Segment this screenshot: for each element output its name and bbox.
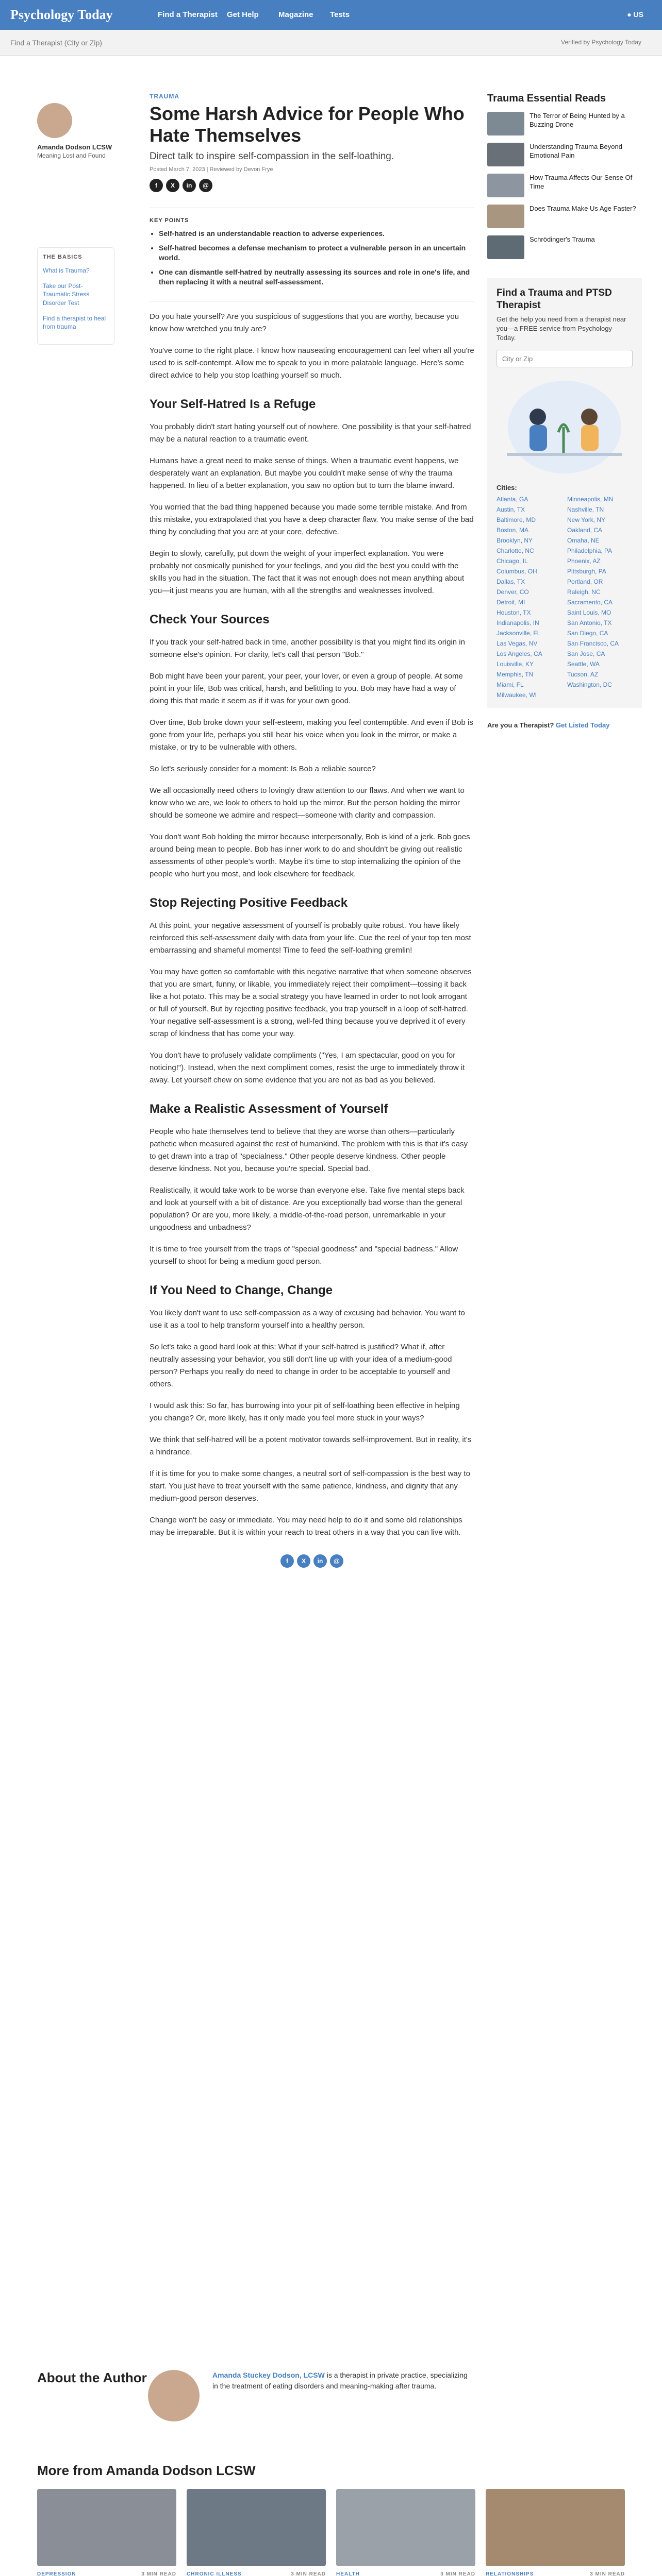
article-card[interactable]: [486, 2489, 625, 2576]
find-therapist-description: Get the help you need from a therapist near you—a FREE service from Psychology Today.: [496, 315, 626, 342]
author-name[interactable]: Amanda Dodson LCSW: [37, 143, 112, 151]
paragraph: You don't have to profusely validate compliments ("Yes, I am spectacular, good on you for noticing!"). Instead, when the next compliment comes, resist the urge to immediately throw it away. Let yourself chew on some evidence that you are not as bad as you believed.: [150, 1050, 465, 1084]
cities-label: Cities:: [496, 484, 517, 492]
top-nav: [0, 0, 662, 30]
article-category[interactable]: TRAUMA: [150, 93, 179, 100]
city-link[interactable]: Pittsburgh, PA: [567, 568, 606, 575]
bottom-section: [37, 2370, 625, 2576]
basics-box: [37, 247, 114, 345]
paragraph: You don't want Bob holding the mirror because interpersonally, Bob is kind of a jerk. Bob goes around being mean to people. Bob has inner work to do and shouldn't be giving out realistic assessments of other people's worth. Maybe it's time to stop internalizing the opinion of the people who hurt you most, and look elsewhere for feedback.: [150, 832, 470, 878]
paragraph: So let's seriously consider for a moment: Is Bob a reliable source?: [150, 764, 376, 773]
linkedin-icon[interactable]: in: [313, 1554, 327, 1568]
paragraph: Bob might have been your parent, your peer, your lover, or even a group of people. At some point in your life, Bob was critical, harsh, and belittling to you. Bob may have had a way of doing this that made it seem as if it was for your own good.: [150, 671, 463, 705]
article-card[interactable]: [336, 2489, 475, 2576]
city-link[interactable]: San Antonio, TX: [567, 619, 612, 627]
city-link[interactable]: Las Vegas, NV: [496, 640, 538, 648]
key-points: [150, 208, 474, 301]
card-meta: [336, 2571, 475, 2576]
city-link[interactable]: Oakland, CA: [567, 527, 603, 534]
about-author-title: About the Author: [37, 2370, 147, 2385]
city-link[interactable]: Philadelphia, PA: [567, 547, 613, 555]
card-category[interactable]: HEALTH: [336, 2571, 360, 2576]
city-link[interactable]: Columbus, OH: [496, 568, 537, 575]
city-link[interactable]: Baltimore, MD: [496, 516, 536, 524]
about-author-bio: Amanda Stuckey Dodson, LCSW is a therapist in private practice, specializing in the treatment of eating disorders and meaning-making after trauma.: [212, 2371, 468, 2390]
city-link[interactable]: Los Angeles, CA: [496, 650, 542, 658]
article: [150, 93, 474, 1568]
section-heading: If You Need to Change, Change: [150, 1283, 333, 1297]
city-link[interactable]: Tucson, AZ: [567, 671, 599, 679]
about-author: [37, 2370, 625, 2437]
therapy-illustration: [496, 376, 633, 479]
paragraph: So let's take a good hard look at this: What if your self-hatred is justified? What if, after neutrally assessing your behavior, you still don't line up with your idea of a medium-good person? Perhaps you really do need to change in order to be acceptable to yourself and others.: [150, 1342, 452, 1388]
get-listed-link[interactable]: Get Listed Today: [555, 721, 610, 730]
essential-reads-title: Trauma Essential Reads: [487, 93, 606, 104]
nav-find-therapist[interactable]: Find a Therapist: [158, 10, 218, 19]
paragraph: You probably didn't start hating yourself out of nowhere. One possibility is that your self-hatred may be a natural reaction to a traumatic event.: [150, 422, 471, 444]
city-link[interactable]: San Jose, CA: [567, 650, 605, 658]
essential-read-item[interactable]: How Trauma Affects Our Sense Of Time: [487, 174, 642, 197]
avatar[interactable]: [148, 2370, 200, 2421]
card-category[interactable]: CHRONIC ILLNESS: [187, 2571, 242, 2576]
basics-title: THE BASICS: [43, 254, 82, 260]
card-read-time: 3 MIN READ: [141, 2571, 176, 2576]
key-points-title: KEY POINTS: [150, 217, 189, 224]
basics-link-find-therapist[interactable]: Find a therapist to heal from trauma: [43, 314, 106, 330]
paragraph: If you track your self-hatred back in time, another possibility is that you might find its origin in someone else's opinion. For clarity, let's call that person "Bob.": [150, 637, 465, 659]
paragraph: Realistically, it would take work to be worse than everyone else. Take five mental steps back and look at yourself with a bit of distance. Are you exceptionally bad worse than the general population? Or are you, more likely, a middle-of-the-road person, unremarkable in your ungoodness and unbadness?: [150, 1185, 465, 1232]
card-image[interactable]: [336, 2489, 475, 2566]
paragraph: People who hate themselves tend to believe that they are worse than others—particularly pathetic when measured against the rest of humankind. The problem with this is that it's easy to get drawn into a trap of "specialness." Other people deserve kindness. Other people deserve kindness. Not you, because you're special. Special bad.: [150, 1127, 468, 1173]
paragraph: Over time, Bob broke down your self-esteem, making you feel contemptible. And even if Bob is gone from your life, perhaps you still hear his voice when you look in the mirror, or make a mistake, or try to be vulnerable with others.: [150, 718, 473, 752]
city-link[interactable]: Denver, CO: [496, 588, 529, 596]
city-link[interactable]: Memphis, TN: [496, 671, 534, 679]
city-link[interactable]: Austin, TX: [496, 506, 525, 514]
city-link[interactable]: Indianapolis, IN: [496, 619, 539, 627]
more-author-title: More from Amanda Dodson LCSW: [37, 2463, 256, 2478]
nav-get-help[interactable]: Get Help: [227, 10, 259, 19]
verified-badge: Verified by Psychology Today: [561, 39, 641, 46]
card-category[interactable]: DEPRESSION: [37, 2571, 76, 2576]
article-card[interactable]: [187, 2489, 326, 2576]
paragraph: You may have gotten so comfortable with this negative narrative that when someone observes that you are smart, funny, or likable, you immediately reject their compliment—tossing it back like a hot potato. This may be a social strategy you have learned in order to not look arrogant or full of yourself. But by rejecting positive feedback, you trap yourself in a loop of self-hatred. Your negative self-assessment is a strong, well-fed thing because you've deprived it of every scrap of kindness that has come your way.: [150, 967, 472, 1038]
paragraph: Humans have a great need to make sense of things. When a traumatic event happens, we desperately want an explanation. But maybe you couldn't make sense of why the trauma happened. In lieu of a better explanation, you saw no option but to turn the blame inward.: [150, 456, 459, 490]
paragraph: You worried that the bad thing happened because you made some terrible mistake. And from this mistake, you extrapolated that you have a deep character flaw. You make sense of the bad thing by concluding that you are at your core, defective.: [150, 502, 474, 536]
city-link[interactable]: Saint Louis, MO: [567, 609, 611, 617]
paragraph: Begin to slowly, carefully, put down the weight of your imperfect explanation. You were probably not cosmically punished for your feelings, and you did the best you could with the skills you had in the situation. The fact that it was not enough does not mean anything about you—it just means you are human, with all the strengths and weaknesses involved.: [150, 549, 465, 595]
article-card[interactable]: [37, 2489, 176, 2576]
thumbnail: [487, 205, 524, 228]
thumbnail: [487, 174, 524, 197]
card-meta: [486, 2571, 625, 2576]
city-link[interactable]: Miami, FL: [496, 681, 524, 689]
paragraph: We all occasionally need others to lovingly draw attention to our flaws. And when we want to know who we are, we look to others to hold up the mirror. But the person holding the mirror should be someone we admire and respect—someone with clarity and compassion.: [150, 786, 465, 820]
share-row-bottom: [150, 1554, 474, 1568]
intro-paragraph: Do you hate yourself? Are you suspicious of suggestions that you are worthy, because you know how wretched you truly are?: [150, 312, 459, 333]
city-link[interactable]: Detroit, MI: [496, 599, 525, 606]
city-link[interactable]: Portland, OR: [567, 578, 603, 586]
article-title: Some Harsh Advice for People Who Hate Themselves: [150, 103, 465, 146]
linkedin-icon[interactable]: in: [183, 179, 196, 192]
section-heading: Stop Rejecting Positive Feedback: [150, 895, 348, 910]
x-icon[interactable]: X: [166, 179, 179, 192]
city-link[interactable]: Charlotte, NC: [496, 547, 534, 555]
city-link[interactable]: Louisville, KY: [496, 660, 534, 668]
card-read-time: 3 MIN READ: [440, 2571, 475, 2576]
city-link[interactable]: Chicago, IL: [496, 557, 528, 565]
right-sidebar: [487, 93, 642, 729]
basics-link-what-is-trauma[interactable]: What is Trauma?: [43, 267, 90, 274]
card-image[interactable]: [187, 2489, 326, 2566]
city-link[interactable]: Phoenix, AZ: [567, 557, 601, 565]
site-logo[interactable]: Psychology Today: [10, 7, 113, 22]
thumbnail: [487, 235, 524, 259]
card-image[interactable]: [486, 2489, 625, 2566]
card-meta: [187, 2571, 326, 2576]
key-point: • Self-hatred is an understandable reaction to adverse experiences.: [159, 229, 474, 239]
author-card: [37, 103, 114, 160]
article-meta: Posted March 7, 2023 | Reviewed by Devon Frye: [150, 166, 273, 173]
city-link[interactable]: Milwaukee, WI: [496, 691, 537, 699]
author-role[interactable]: Meaning Lost and Found: [37, 151, 106, 159]
avatar[interactable]: [37, 103, 72, 138]
city-link[interactable]: Jacksonville, FL: [496, 630, 541, 637]
section-heading: Check Your Sources: [150, 612, 270, 626]
paragraph: If it is time for you to make some changes, a neutral sort of self-compassion is the best way to start. You just have to treat yourself with the same patience, kindness, and dignity that any medium-good person deserves.: [150, 1469, 470, 1503]
essential-read-item[interactable]: Understanding Trauma Beyond Emotional Pain: [487, 143, 642, 166]
thumbnail: [487, 112, 524, 135]
key-point: • Self-hatred becomes a defense mechanism to protect a vulnerable person in an uncertain world.: [159, 243, 474, 263]
card-read-time: 3 MIN READ: [291, 2571, 326, 2576]
paragraph: Change won't be easy or immediate. You may need help to do it and some old relationships may be irreparable. But it is within your reach to treat others in a way that you can live with.: [150, 1515, 462, 1537]
facebook-icon[interactable]: f: [280, 1554, 294, 1568]
city-link[interactable]: Raleigh, NC: [567, 588, 601, 596]
city-link[interactable]: Houston, TX: [496, 609, 531, 617]
thumbnail: [487, 143, 524, 166]
globe-icon: ●: [627, 10, 634, 19]
article-subtitle: Direct talk to inspire self-compassion in the self-loathing.: [150, 150, 394, 162]
therapist-search-input[interactable]: [10, 36, 165, 49]
card-read-time: 3 MIN READ: [590, 2571, 625, 2576]
essential-read-item[interactable]: Does Trauma Make Us Age Faster?: [487, 205, 642, 228]
city-link[interactable]: Atlanta, GA: [496, 496, 528, 503]
city-link[interactable]: Omaha, NE: [567, 537, 600, 545]
therapist-search-bar: [0, 30, 662, 56]
city-link[interactable]: Dallas, TX: [496, 578, 525, 586]
basics-link-ptsd-test[interactable]: Take our Post-Traumatic Stress Disorder Test: [43, 282, 90, 307]
about-author-name[interactable]: Amanda Stuckey Dodson, LCSW: [212, 2371, 325, 2379]
city-link[interactable]: San Diego, CA: [567, 630, 608, 637]
find-therapist-title: Find a Trauma and PTSD Therapist: [496, 287, 612, 311]
more-author-cards: [37, 2489, 625, 2576]
paragraph: I would ask this: So far, has burrowing into your pit of self-loathing been effective in helping you change? Or, more likely, has it only made you feel more stuck in your ways?: [150, 1401, 460, 1422]
card-image[interactable]: [37, 2489, 176, 2566]
section-heading: Make a Realistic Assessment of Yourself: [150, 1101, 388, 1116]
paragraph: It is time to free yourself from the traps of "special goodness" and "special badness." Allow yourself to shoot for being a medium good person.: [150, 1244, 458, 1266]
email-icon[interactable]: @: [199, 179, 212, 192]
city-link[interactable]: Minneapolis, MN: [567, 496, 614, 503]
facebook-icon[interactable]: f: [150, 179, 163, 192]
city-link[interactable]: Brooklyn, NY: [496, 537, 533, 545]
city-zip-input[interactable]: [496, 350, 633, 367]
card-category[interactable]: RELATIONSHIPS: [486, 2571, 534, 2576]
section-heading: Your Self-Hatred Is a Refuge: [150, 397, 316, 411]
x-icon[interactable]: X: [297, 1554, 310, 1568]
city-link[interactable]: Boston, MA: [496, 527, 529, 534]
find-therapist-box: [487, 278, 642, 708]
city-list: [496, 496, 633, 699]
paragraph: At this point, your negative assessment of yourself is probably quite robust. You have likely reinforced this self-assessment daily with data from your life. Cue the reel of your top ten most embarrassing and shameful moments! Time to feed the self-loathing gremlin!: [150, 921, 471, 955]
essential-read-item[interactable]: The Terror of Being Hunted by a Buzzing Drone: [487, 112, 642, 135]
card-meta: [37, 2571, 176, 2576]
city-link[interactable]: New York, NY: [567, 516, 606, 524]
essential-read-item[interactable]: Schrödinger's Trauma: [487, 235, 642, 259]
nav-tests[interactable]: Tests: [330, 10, 350, 19]
intro-paragraph: You've come to the right place. I know how nauseating encouragement can feel when all you're used to is self-contempt. Allow me to speak to you in more palatable language. Here's some direct advice to help you stop loathing yourself so much.: [150, 346, 474, 380]
paragraph: We think that self-hatred will be a potent motivator towards self-improvement. But in reality, it's a hindrance.: [150, 1435, 472, 1456]
paragraph: You likely don't want to use self-compassion as a way of excusing bad behavior. You want to use it as a tool to help transform yourself into a healthy person.: [150, 1308, 465, 1330]
therapy-illustration-svg: [496, 376, 633, 479]
email-icon[interactable]: @: [330, 1554, 343, 1568]
city-link[interactable]: Nashville, TN: [567, 506, 604, 514]
city-link[interactable]: Seattle, WA: [567, 660, 600, 668]
therapist-question: Are you a Therapist? Get Listed Today: [487, 721, 610, 730]
city-link[interactable]: San Francisco, CA: [567, 640, 619, 648]
key-point: • One can dismantle self-hatred by neutrally assessing its sources and role in one's life, and then replacing it with a neutral self-assessment.: [159, 267, 474, 287]
share-row: [150, 179, 474, 192]
region-selector[interactable]: ● US: [627, 10, 643, 19]
city-link[interactable]: Sacramento, CA: [567, 599, 613, 606]
nav-magazine[interactable]: Magazine: [278, 10, 313, 19]
city-link[interactable]: Washington, DC: [567, 681, 612, 689]
